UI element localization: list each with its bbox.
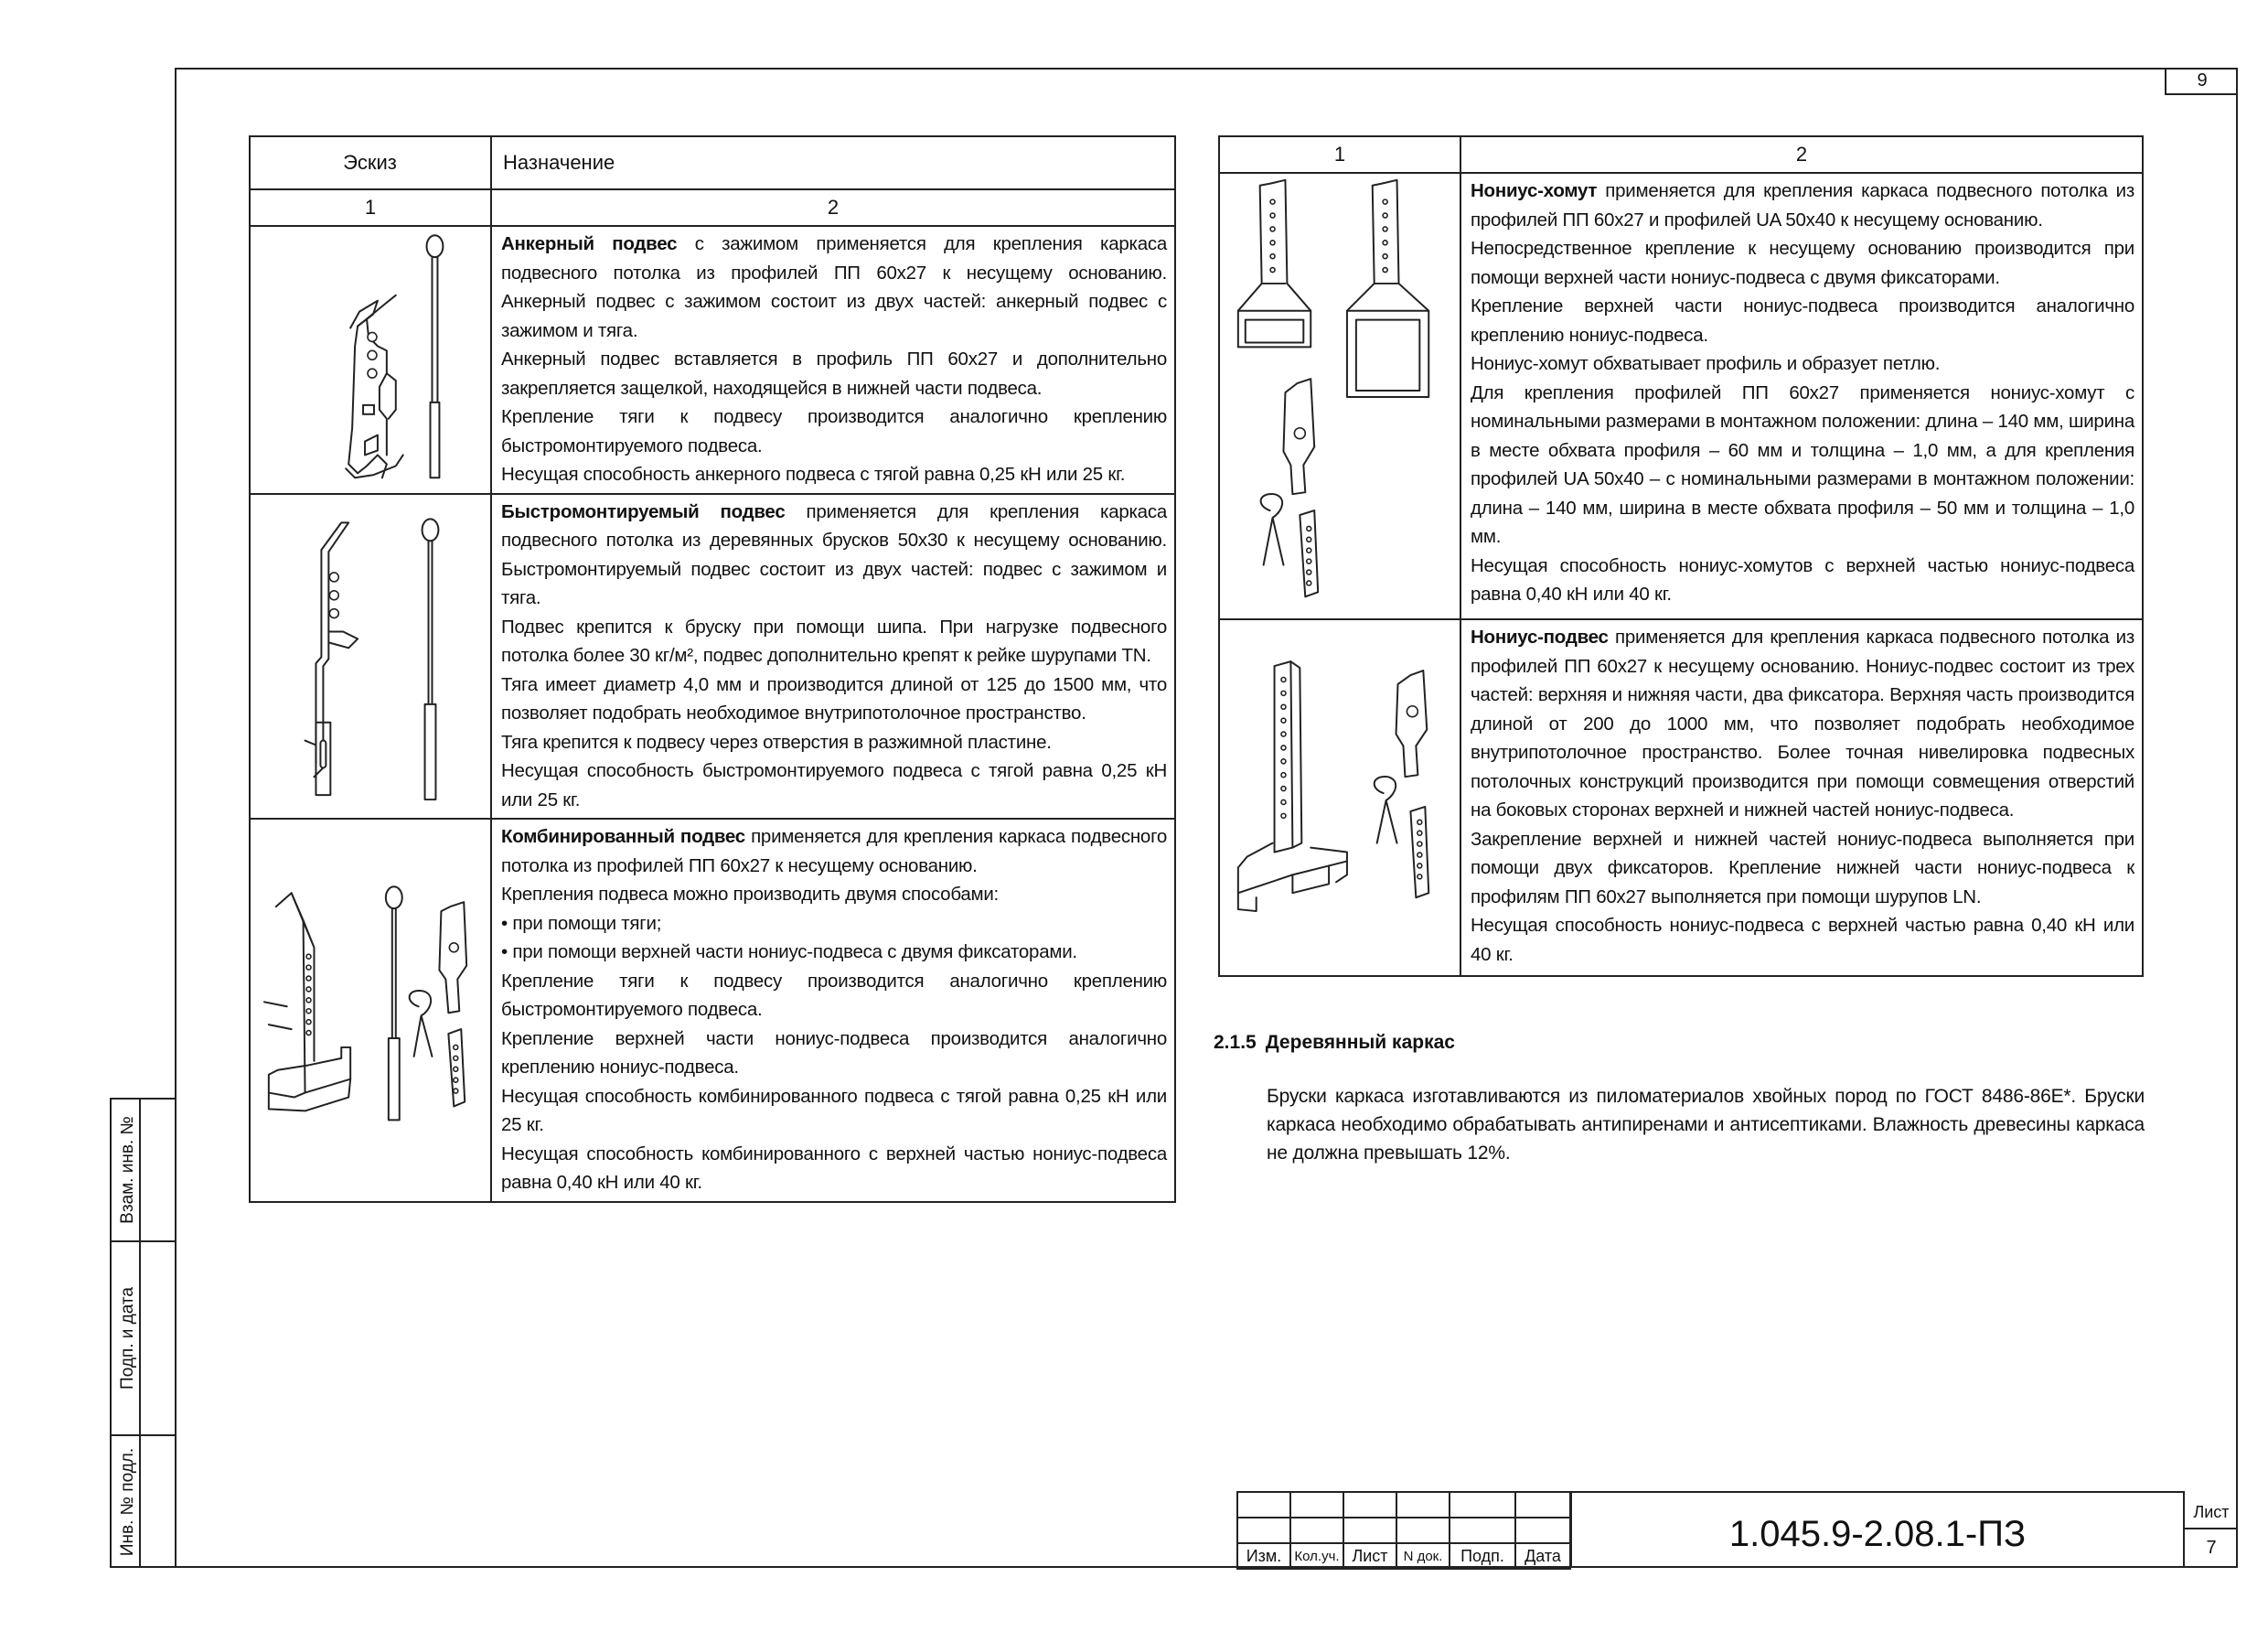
section-number: 2.1.5 [1214,1032,1257,1053]
sheet-number: 7 [2206,1538,2217,1558]
sketch-combined-hanger [250,819,491,1202]
row-text: Крепление верхней части нониус-подвеса производится аналогично креплению нониус-подвеса. [501,1027,1167,1078]
anchor-hanger-drawing [251,227,490,493]
row-text: Несущая способность анкерного подвеса с тягой равна 0,25 кН или 25 кг. [501,464,1126,485]
margin-label: Взам. инв. № [118,1116,137,1224]
col-change: Изм. [1237,1543,1290,1569]
combined-hanger-drawing [251,820,490,1201]
margin-stamp [110,1098,175,1568]
row-title: Быстромонтируемый подвес [501,500,786,522]
margin-label: Подп. и дата [118,1287,137,1390]
revision-grid [1236,1491,1571,1570]
row-combined-hanger [491,819,1175,1202]
row-anchor-hanger [491,226,1175,494]
row-text: Непосредственное крепление к несущему основанию производится при помощи верхней части нониус-подвеса с двумя фиксаторами. [1471,238,2134,288]
row-text: Несущая способность нониус-хомутов с верхней частью нониус-подвеса равна 0,40 кН или 40 кг. [1471,554,2134,605]
margin-cell-replace [112,1100,175,1242]
col-date: Дата [1515,1543,1570,1569]
row-quick-hanger [491,494,1175,820]
row-text: Крепление тяги к подвесу производится аналогично креплению быстромонтируемого подвеса. [501,970,1167,1020]
right-table [1218,135,2144,977]
column-number: 2 [1460,136,2143,173]
section-title: Деревянный каркас [1265,1032,1455,1053]
row-text: Для крепления профилей ПП 60х27 применяется нониус-хомут с номинальными размерами в монтажном положении: длина – 140 мм, ширина в месте обхвата профиля – 60 мм и толщина – 1,0 мм, а для крепления профилей UA 50х40 – с номинальными размерами в монтажном положении: длина – 140 мм, ширина в месте обхвата профиля – 50 мм и толщина – 1,0 мм. [1471,381,2134,547]
sketch-nonius-clamp [1219,173,1460,619]
nonius-hanger-drawing [1220,620,1460,975]
row-text: Закрепление верхней и нижней частей нониус-подвеса выполняется при помощи двух фиксаторов. Крепление нижней части нониус-подвеса к профилям ПП 60х27 выполняется при помощи шурупов LN. [1471,828,2134,907]
row-text: Крепление тяги к подвесу производится аналогично креплению быстромонтируемого подвеса. [501,406,1167,456]
sheet-box [2183,1491,2238,1568]
sketch-nonius-hanger [1219,619,1460,976]
title-block [1236,1491,2238,1568]
row-text: Несущая способность комбинированного подвеса с тягой равна 0,25 кН или 25 кг. [501,1085,1167,1135]
row-nonius-hanger [1460,619,2143,976]
row-text: Крепления подвеса можно производить двумя способами: [501,884,999,905]
row-text: с зажимом применяется для крепления каркаса подвесного потолка из профилей ПП 60х27 к несущему основанию. Анкерный подвес с зажимом состоит из двух частей: анкерный подвес с зажимом и тяга. [501,233,1167,341]
row-text: применяется для крепления каркаса подвесного потолка из профилей ПП 60х27 к несущему основанию. Нониус-подвес состоит из трех частей: верхняя и нижняя части, два фиксатора. Верхняя часть производится длиной от 200 до 1000 мм, что позволяет подобрать необходимое внутрипотолочное пространство. Более точная нивелировка подвесных потолочных конструкций производится при помощи совмещения отверстий на боковых сторонах верхней и нижней частей нониус-подвеса. [1471,627,2134,821]
column-number: 1 [250,189,491,226]
section-paragraph: Бруски каркаса изготавливаются из пиломатериалов хвойных пород по ГОСТ 8486-86Е*. Бруски каркаса необходимо обрабатывать антипиренами и антисептиками. Влажность древесины каркаса не должна превышать 12%. [1267,1086,2145,1164]
col-sheet: Лист [1343,1543,1396,1569]
col-doc: N док. [1396,1543,1450,1569]
row-text: Тяга крепится к подвесу через отверстия в разжимной пластине. [501,731,1052,753]
row-text: Крепление верхней части нониус-подвеса производится аналогично креплению нониус-подвеса. [1471,295,2134,346]
row-title: Комбинированный подвес [501,826,745,847]
row-text: Несущая способность нониус-подвеса с верхней частью равна 0,40 кН или 40 кг. [1471,915,2134,965]
row-text: • при помощи верхней части нониус-подвеса с двумя фиксаторами. [501,941,1077,962]
section-heading [1214,1032,1464,1054]
row-text: применяется для крепления каркаса подвесного потолка из деревянных брусков 50х30 к несущему основанию. Быстромонтируемый подвес состоит из двух частей: подвес с зажимом и тяга. [501,500,1167,608]
sheet-label: Лист [2185,1491,2238,1529]
row-text: применяется для крепления каркаса подвесного потолка из профилей ПП 60х27 и профилей UA 50х40 к несущему основанию. [1471,180,2134,231]
row-nonius-clamp [1460,173,2143,619]
row-text: Подвес крепится к бруску при помощи шипа. При нагрузке подвесного потолка более 30 кг/м², подвес дополнительно крепят к рейке шурупами TN. [501,616,1167,666]
sketch-quick-hanger [250,494,491,820]
margin-cell-sign [112,1242,175,1436]
left-table [249,135,1176,1203]
row-title: Анкерный подвес [501,233,678,254]
row-title: Нониус-хомут [1471,180,1598,201]
column-number: 2 [491,189,1175,226]
row-text: применяется для крепления каркаса подвесного потолка из профилей ПП 60х27 к несущему основанию. [501,826,1167,876]
row-text: • при помощи тяги; [501,912,662,934]
row-text: Анкерный подвес вставляется в профиль ПП 60х27 и дополнительно закрепляется защелкой, находящейся в нижней части подвеса. [501,349,1167,399]
nonius-clamp-drawing [1220,174,1460,618]
row-text: Тяга имеет диаметр 4,0 мм и производится длиной от 125 до 1500 мм, что позволяет подобрать необходимое внутрипотолочное пространство. [501,673,1167,724]
margin-cell-inv [112,1436,175,1568]
column-number: 1 [1219,136,1460,173]
row-title: Нониус-подвес [1471,627,1609,648]
header-sketch: Эскиз [250,136,491,189]
margin-label: Инв. № подл. [118,1447,137,1557]
row-text: Нониус-хомут обхватывает профиль и образует петлю. [1471,353,1941,374]
top-sheet-number: 9 [2165,68,2238,95]
col-sign: Подп. [1450,1543,1515,1569]
col-count: Кол.уч. [1290,1543,1343,1569]
header-purpose: Назначение [491,136,1175,189]
row-text: Несущая способность комбинированного с верхней частью нониус-подвеса равна 0,40 кН или 40 кг. [501,1143,1167,1193]
quick-hanger-drawing [251,495,490,819]
document-code: 1.045.9-2.08.1-ПЗ [1570,1491,2183,1568]
sketch-anchor-hanger [250,226,491,494]
row-text: Несущая способность быстромонтируемого подвеса с тягой равна 0,25 кН или 25 кг. [501,760,1167,810]
